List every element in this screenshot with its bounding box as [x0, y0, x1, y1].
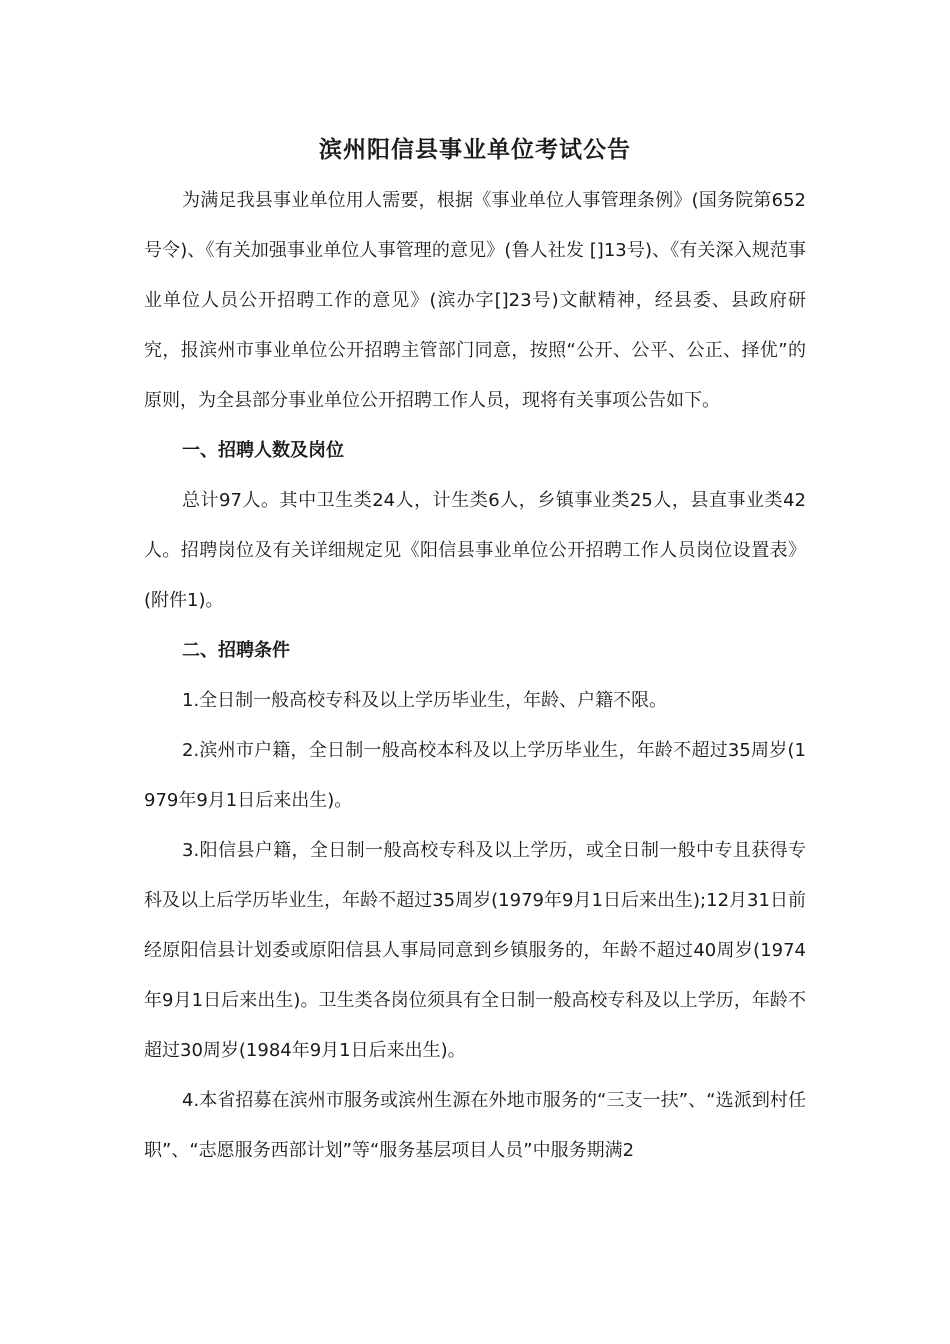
condition-item-2: 2.滨州市户籍，全日制一般高校本科及以上学历毕业生，年龄不超过35周岁(1979年9月1日后来出生)。	[144, 740, 806, 811]
document-page	[144, 128, 806, 1176]
condition-item-4: 4.本省招募在滨州市服务或滨州生源在外地市服务的“三支一扶”、“选派到村任职”、“志愿服务西部计划”等“服务基层项目人员”中服务期满2	[144, 1090, 806, 1161]
intro-paragraph: 为满足我县事业单位用人需要，根据《事业单位人事管理条例》(国务院第652号令)、《有关加强事业单位人事管理的意见》(鲁人社发 []13号)、《有关深入规范事业单位人员公开招聘工作的意见》(滨办字[]23号)文献精神，经县委、县政府研究，报滨州市事业单位公开招聘主管部门同意，按照“公开、公平、公正、择优”的原则，为全县部分事业单位公开招聘工作人员，现将有关事项公告如下。	[144, 190, 806, 411]
section-heading-conditions: 二、招聘条件	[182, 640, 290, 661]
section-body-positions: 总计97人。其中卫生类24人，计生类6人，乡镇事业类25人，县直事业类42人。招聘岗位及有关详细规定见《阳信县事业单位公开招聘工作人员岗位设置表》(附件1)。	[144, 490, 806, 611]
condition-item-3: 3.阳信县户籍，全日制一般高校专科及以上学历，或全日制一般中专且获得专科及以上后学历毕业生，年龄不超过35周岁(1979年9月1日后来出生);12月31日前经原阳信县计划委或原阳信县人事局同意到乡镇服务的，年龄不超过40周岁(1974年9月1日后来出生)。卫生类各岗位须具有全日制一般高校专科及以上学历，年龄不超过30周岁(1984年9月1日后来出生)。	[144, 840, 806, 1061]
condition-item-1: 1.全日制一般高校专科及以上学历毕业生，年龄、户籍不限。	[182, 690, 668, 711]
section-heading-positions: 一、招聘人数及岗位	[182, 440, 344, 461]
document-title: 滨州阳信县事业单位考试公告	[319, 137, 631, 163]
